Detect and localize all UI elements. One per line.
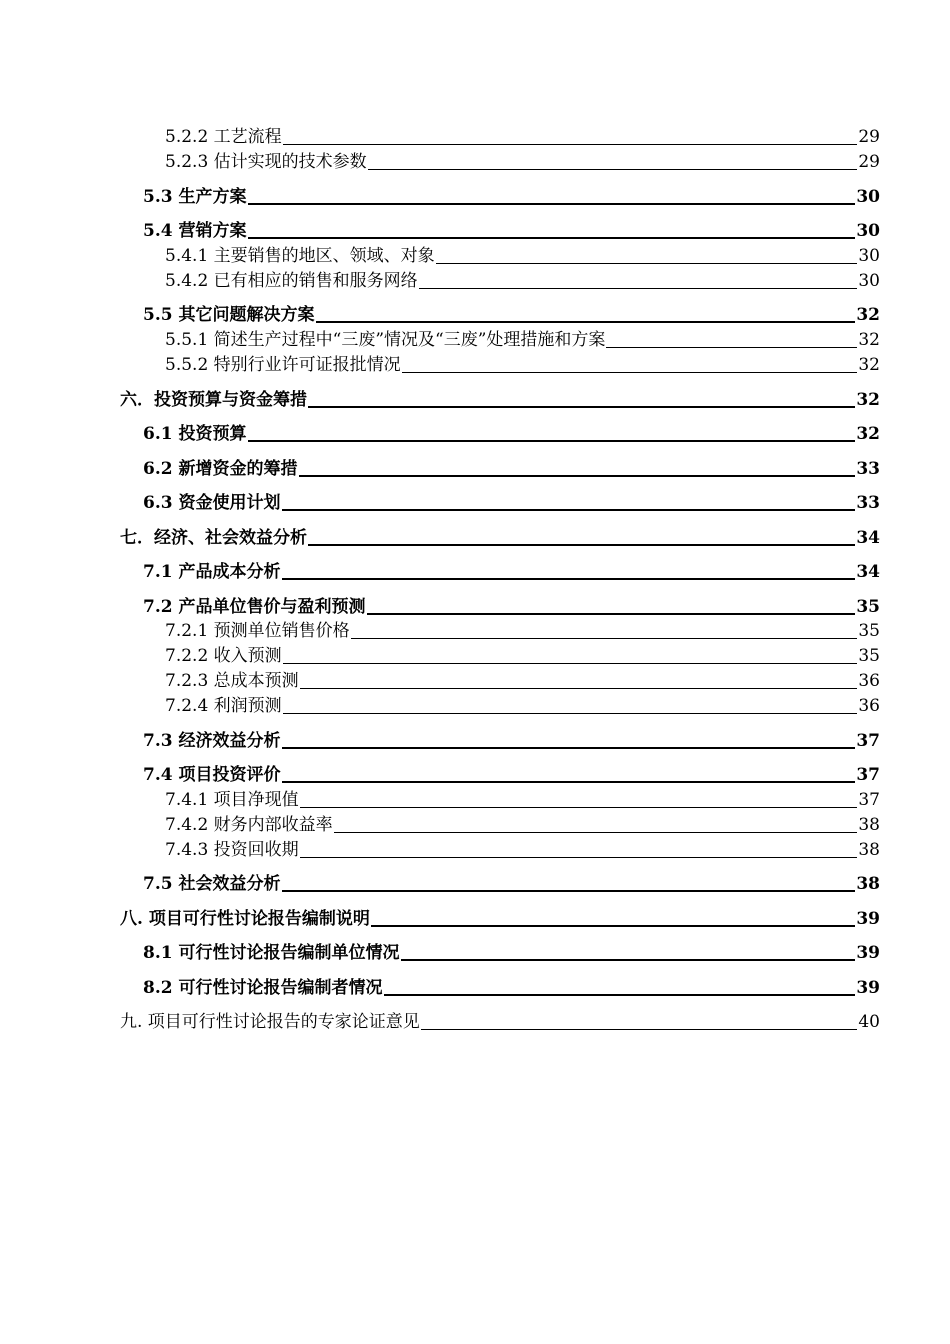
toc-entry-page: 39 (856, 943, 880, 963)
toc-entry-page: 38 (858, 815, 880, 835)
toc-entry-page: 39 (856, 978, 880, 998)
toc-entry-label: 7.4 项目投资评价 (143, 765, 281, 785)
toc-entry-5-5-1[interactable] (165, 327, 880, 351)
toc-entry-label: 7.4.2 财务内部收益率 (165, 815, 333, 835)
toc-entry-page: 30 (858, 246, 880, 266)
toc-leader (401, 959, 856, 961)
toc-leader (300, 807, 858, 808)
toc-entry-label: 5.2.2 工艺流程 (165, 127, 282, 147)
toc-entry-page: 33 (856, 493, 880, 513)
toc-entry-label: 5.5.2 特别行业许可证报批情况 (165, 355, 401, 375)
toc-entry-label: 5.5 其它问题解决方案 (143, 305, 315, 325)
toc-entry-page: 32 (856, 424, 880, 444)
toc-entry-7-4-1[interactable] (165, 787, 880, 811)
toc-entry-8-2[interactable] (143, 975, 880, 999)
toc-entry-chapter-7[interactable] (120, 525, 880, 549)
toc-entry-page: 29 (858, 127, 880, 147)
toc-entry-8-1[interactable] (143, 940, 880, 964)
toc-leader (248, 203, 856, 205)
toc-entry-page: 30 (856, 187, 880, 207)
toc-entry-page: 34 (856, 528, 880, 548)
toc-leader (282, 781, 856, 783)
toc-entry-5-4-2[interactable] (165, 268, 880, 292)
toc-entry-7-2[interactable] (143, 594, 880, 618)
toc-leader (248, 237, 856, 239)
toc-leader (283, 663, 858, 664)
toc-leader (308, 544, 855, 546)
toc-entry-5-3[interactable] (143, 184, 880, 208)
toc-entry-label: 6.2 新增资金的筹措 (143, 459, 298, 479)
toc-entry-6-2[interactable] (143, 456, 880, 480)
toc-entry-label: 8.2 可行性讨论报告编制者情况 (143, 978, 383, 998)
toc-entry-7-4[interactable] (143, 762, 880, 786)
toc-entry-page: 35 (858, 621, 880, 641)
toc-entry-page: 35 (856, 597, 880, 617)
toc-leader (316, 321, 856, 323)
toc-entry-5-5[interactable] (143, 302, 880, 326)
toc-entry-7-2-3[interactable] (165, 668, 880, 692)
toc-entry-page: 32 (858, 355, 880, 375)
toc-entry-label: 7.3 经济效益分析 (143, 731, 281, 751)
toc-entry-page: 33 (856, 459, 880, 479)
toc-entry-7-4-2[interactable] (165, 812, 880, 836)
toc-entry-page: 29 (858, 152, 880, 172)
toc-entry-5-4-1[interactable] (165, 243, 880, 267)
toc-entry-page: 34 (856, 562, 880, 582)
toc-entry-label: 5.4.2 已有相应的销售和服务网络 (165, 271, 418, 291)
toc-entry-page: 38 (856, 874, 880, 894)
toc-entry-page: 30 (856, 221, 880, 241)
toc-entry-page: 32 (856, 390, 880, 410)
toc-entry-7-2-2[interactable] (165, 643, 880, 667)
toc-entry-5-4[interactable] (143, 218, 880, 242)
toc-entry-page: 39 (856, 909, 880, 929)
toc-entry-label: 7.2.1 预测单位销售价格 (165, 621, 350, 641)
toc-leader (283, 713, 858, 714)
toc-entry-label: 7.1 产品成本分析 (143, 562, 281, 582)
toc-entry-label: 7.2.2 收入预测 (165, 646, 282, 666)
toc-entry-label: 6.3 资金使用计划 (143, 493, 281, 513)
toc-entry-page: 36 (858, 671, 880, 691)
toc-leader (300, 857, 858, 858)
toc-entry-label: 5.4.1 主要销售的地区、领域、对象 (165, 246, 435, 266)
toc-entry-page: 37 (856, 765, 880, 785)
toc-leader (282, 578, 856, 580)
toc-leader (351, 638, 858, 639)
toc-entry-label: 7.4.1 项目净现值 (165, 790, 299, 810)
toc-entry-label: 九. 项目可行性讨论报告的专家论证意见 (120, 1012, 420, 1032)
toc-entry-7-2-1[interactable] (165, 618, 880, 642)
toc-leader (282, 890, 856, 892)
toc-entry-label: 5.2.3 估计实现的技术参数 (165, 152, 367, 172)
toc-entry-chapter-9[interactable] (120, 1009, 880, 1033)
toc-leader (436, 263, 858, 264)
toc-leader (283, 144, 858, 145)
toc-entry-label: 5.3 生产方案 (143, 187, 247, 207)
toc-entry-page: 36 (858, 696, 880, 716)
toc-entry-page: 40 (858, 1012, 880, 1032)
toc-leader (384, 994, 856, 996)
toc-entry-label: 7.2.4 利润预测 (165, 696, 282, 716)
toc-leader (419, 288, 858, 289)
toc-entry-7-5[interactable] (143, 871, 880, 895)
toc-entry-label: 7.2.3 总成本预测 (165, 671, 299, 691)
toc-entry-label: 8.1 可行性讨论报告编制单位情况 (143, 943, 400, 963)
toc-leader (421, 1029, 858, 1030)
toc-leader (299, 475, 856, 477)
toc-entry-chapter-8[interactable] (120, 906, 880, 930)
toc-entry-page: 38 (858, 840, 880, 860)
toc-entry-label: 6.1 投资预算 (143, 424, 247, 444)
toc-entry-7-2-4[interactable] (165, 693, 880, 717)
toc-entry-5-2-3[interactable] (165, 149, 880, 173)
toc-entry-label: 7.5 社会效益分析 (143, 874, 281, 894)
toc-leader (606, 347, 857, 348)
toc-leader (368, 169, 858, 170)
toc-entry-label: 7.2 产品单位售价与盈利预测 (143, 597, 366, 617)
toc-entry-7-1[interactable] (143, 559, 880, 583)
toc-entry-6-1[interactable] (143, 421, 880, 445)
toc-entry-label: 7.4.3 投资回收期 (165, 840, 299, 860)
toc-leader (308, 406, 855, 408)
toc-leader (282, 509, 856, 511)
toc-entry-label: 5.4 营销方案 (143, 221, 247, 241)
toc-entry-page: 30 (858, 271, 880, 291)
toc-entry-label: 5.5.1 简述生产过程中“三废”情况及“三废”处理措施和方案 (165, 330, 606, 350)
toc-leader (371, 925, 855, 927)
toc-leader (367, 613, 856, 615)
toc-entry-chapter-6[interactable] (120, 387, 880, 411)
toc-leader (248, 440, 856, 442)
toc-entry-page: 37 (856, 731, 880, 751)
toc-leader (300, 688, 858, 689)
toc-entry-page: 35 (858, 646, 880, 666)
toc-entry-label: 八. 项目可行性讨论报告编制说明 (120, 909, 370, 929)
toc-entry-page: 32 (856, 305, 880, 325)
toc-leader (402, 372, 858, 373)
toc-entry-7-3[interactable] (143, 728, 880, 752)
toc-entry-7-4-3[interactable] (165, 837, 880, 861)
toc-entry-6-3[interactable] (143, 490, 880, 514)
toc-entry-page: 32 (858, 330, 880, 350)
toc-entry-page: 37 (858, 790, 880, 810)
toc-leader (282, 747, 856, 749)
toc-entry-label: 六．投资预算与资金筹措 (120, 390, 307, 410)
toc-leader (334, 832, 858, 833)
toc-entry-5-2-2[interactable] (165, 124, 880, 148)
toc-entry-5-5-2[interactable] (165, 352, 880, 376)
toc-entry-label: 七．经济、社会效益分析 (120, 528, 307, 548)
